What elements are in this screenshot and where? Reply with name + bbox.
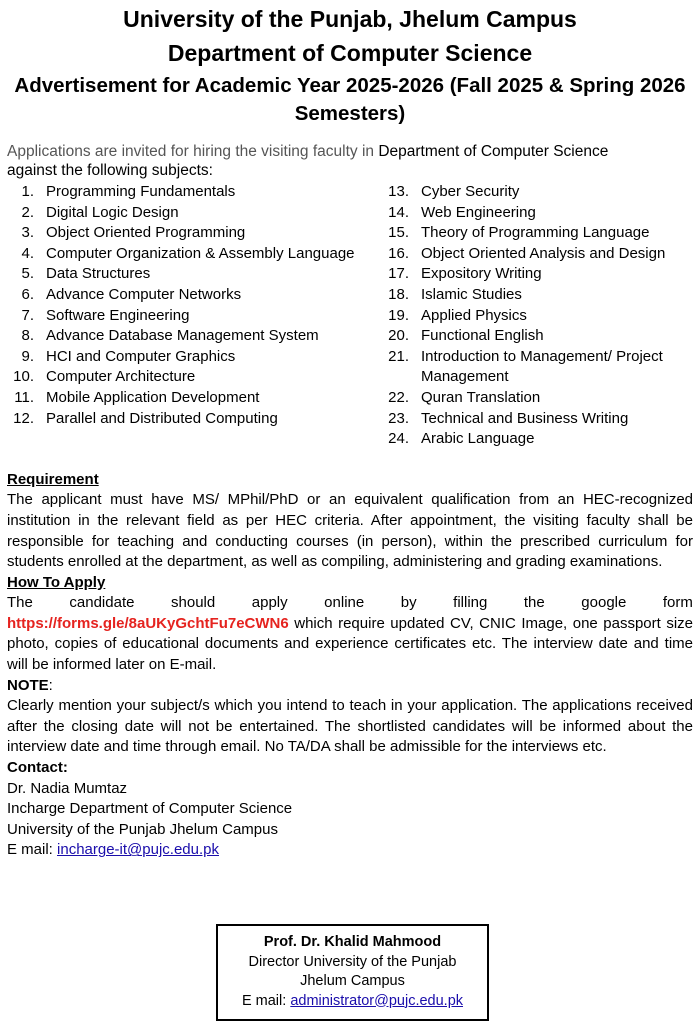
subject-name: Object Oriented Programming xyxy=(46,224,246,242)
signature-email-label: E mail: xyxy=(241,992,291,1009)
apply-word: google xyxy=(581,594,627,612)
note-heading-line xyxy=(7,676,693,697)
apply-word: filling xyxy=(453,594,488,612)
subject-item xyxy=(387,223,687,244)
subject-item xyxy=(12,264,387,285)
subject-item xyxy=(387,347,687,388)
subject-number: 21. xyxy=(388,347,409,365)
subject-number: 16. xyxy=(388,244,409,262)
subject-number: 2. xyxy=(21,203,34,221)
subject-name: Advance Database Management System xyxy=(46,327,319,345)
note-heading: NOTE xyxy=(7,676,49,694)
subject-name: Data Structures xyxy=(46,265,151,283)
signature-box xyxy=(216,924,489,1021)
requirement-heading: Requirement xyxy=(7,470,99,488)
intro-paragraph xyxy=(0,142,700,180)
apply-word: apply xyxy=(251,594,288,612)
apply-word: should xyxy=(171,594,216,612)
subject-item xyxy=(12,326,387,347)
subject-number: 11. xyxy=(14,388,34,406)
subject-number: 12. xyxy=(13,409,34,427)
subjects-column-left xyxy=(12,182,387,450)
subject-item xyxy=(387,409,687,430)
subject-item xyxy=(12,367,387,388)
subject-item xyxy=(387,326,687,347)
university-title: University of the Punjab, Jhelum Campus xyxy=(123,6,577,32)
subject-name: Expository Writing xyxy=(421,265,542,283)
subject-item xyxy=(387,203,687,224)
apply-word: online xyxy=(324,594,365,612)
signature-email-line xyxy=(218,992,487,1012)
subject-name: Arabic Language xyxy=(421,430,535,448)
subjects-list xyxy=(0,182,700,450)
subject-name: Functional English xyxy=(421,327,544,345)
note-text: Clearly mention your subject/s which you intend to teach in your application. The applications received after the closing date will not be entertained. The shortlisted candidates will be informed about the interview date and time through email. No TA/DA shall be admissible for the interviews etc. xyxy=(7,697,693,756)
subject-number: 17. xyxy=(388,265,409,283)
subject-number: 20. xyxy=(388,327,409,345)
contact-role: Incharge Department of Computer Science xyxy=(7,800,293,818)
subject-name: Digital Logic Design xyxy=(46,203,179,221)
subject-item xyxy=(387,306,687,327)
subject-item xyxy=(387,182,687,203)
subject-name: Web Engineering xyxy=(421,203,536,221)
subject-name: Islamic Studies xyxy=(421,285,522,303)
subject-number: 24. xyxy=(388,430,409,448)
intro-colon: : xyxy=(208,162,213,179)
contact-org: University of the Punjab Jhelum Campus xyxy=(7,820,278,838)
how-to-apply-details: which require updated CV, CNIC Image, one passport size photo, copies of educational documents and experience certificates etc. The interview date and time will be informed later on E-mail. xyxy=(7,614,693,674)
subject-name: Object Oriented Analysis and Design xyxy=(421,244,666,262)
subject-item xyxy=(387,388,687,409)
document-header xyxy=(0,0,700,128)
subject-name: Computer Architecture xyxy=(46,368,196,386)
subject-name: HCI and Computer Graphics xyxy=(46,347,236,365)
apply-word: by xyxy=(400,594,417,612)
requirement-section xyxy=(0,470,700,861)
subject-number: 15. xyxy=(388,224,409,242)
contact-email-label: E mail: xyxy=(7,841,58,859)
signature-title: Director University of the Punjab xyxy=(248,953,457,970)
subject-item xyxy=(12,223,387,244)
subject-name: Applied Physics xyxy=(421,306,527,324)
subject-item xyxy=(12,244,387,265)
subject-name: Advance Computer Networks xyxy=(46,285,242,303)
advertisement-title: Advertisement for Academic Year 2025-2026 (Fall 2025 & Spring 2026 Semesters) xyxy=(14,74,686,125)
how-to-apply-first-line xyxy=(7,593,693,614)
subject-item xyxy=(12,203,387,224)
subject-name: Software Engineering xyxy=(46,306,190,324)
contact-name: Dr. Nadia Mumtaz xyxy=(7,779,128,797)
contact-heading: Contact: xyxy=(7,759,68,777)
google-form-link[interactable]: https://forms.gle/8aUKyGchtFu7eCWN6 xyxy=(7,614,289,632)
intro-department: Department of Computer Science xyxy=(378,143,609,160)
apply-word: the xyxy=(523,594,545,612)
subject-number: 1. xyxy=(21,183,34,200)
subject-item xyxy=(12,306,387,327)
how-to-apply-text xyxy=(7,614,693,676)
note-colon: : xyxy=(48,676,53,694)
requirement-text: The applicant must have MS/ MPhil/PhD or an equivalent qualification from an HEC-recognized institution in the relevant field as per HEC criteria. After appointment, the visiting faculty shall be responsible for teaching and conducting courses (in person), within the prescribed curriculum for students enrolled at the department, as well as compiling, administering and grading examinations. xyxy=(7,491,693,571)
how-to-apply-heading: How To Apply xyxy=(7,573,106,591)
subject-name: Technical and Business Writing xyxy=(421,409,629,427)
subject-name: Mobile Application Development xyxy=(46,388,260,406)
subject-number: 18. xyxy=(388,285,409,303)
subject-number: 23. xyxy=(388,409,409,427)
subject-item xyxy=(387,264,687,285)
contact-email-line xyxy=(7,840,693,861)
signature-campus: Jhelum Campus xyxy=(300,973,405,989)
subject-name: Theory of Programming Language xyxy=(421,224,650,242)
intro-text: Applications are invited for hiring the visiting faculty in xyxy=(7,143,379,160)
subject-number: 8. xyxy=(21,327,34,345)
apply-word: form xyxy=(662,594,693,612)
department-title: Department of Computer Science xyxy=(167,40,533,66)
contact-email-link[interactable]: incharge-it@pujc.edu.pk xyxy=(57,841,219,859)
signature-email-link[interactable]: administrator@pujc.edu.pk xyxy=(290,992,464,1009)
subject-number: 6. xyxy=(21,285,34,303)
subject-item xyxy=(12,347,387,368)
apply-word: The xyxy=(7,594,33,612)
subject-number: 14. xyxy=(388,203,409,221)
subject-number: 5. xyxy=(21,265,34,283)
subject-name: Computer Organization & Assembly Language xyxy=(46,244,355,262)
subject-item xyxy=(387,244,687,265)
subject-item xyxy=(387,429,687,450)
subject-name: Quran Translation xyxy=(421,388,541,406)
subject-item xyxy=(12,409,387,430)
intro-subjects-text: against the following subjects xyxy=(7,162,209,179)
subject-number: 9. xyxy=(21,347,34,365)
subject-number: 3. xyxy=(21,224,34,242)
subjects-column-right xyxy=(387,182,687,450)
subject-item xyxy=(12,388,387,409)
subject-number: 13. xyxy=(388,183,409,200)
subject-number: 4. xyxy=(21,244,34,262)
subject-number: 7. xyxy=(21,306,34,324)
subject-item xyxy=(12,182,387,203)
subject-name: Cyber Security xyxy=(421,183,520,200)
subject-number: 19. xyxy=(388,306,409,324)
subject-number: 22. xyxy=(388,388,409,406)
subject-item xyxy=(387,285,687,306)
apply-word: candidate xyxy=(69,594,135,612)
subject-number: 10. xyxy=(13,368,34,386)
subject-item xyxy=(12,285,387,306)
subject-name: Programming Fundamentals xyxy=(46,183,236,200)
subject-name: Introduction to Management/ Project Management xyxy=(421,347,663,386)
signature-name: Prof. Dr. Khalid Mahmood xyxy=(263,934,442,950)
subject-name: Parallel and Distributed Computing xyxy=(46,409,278,427)
